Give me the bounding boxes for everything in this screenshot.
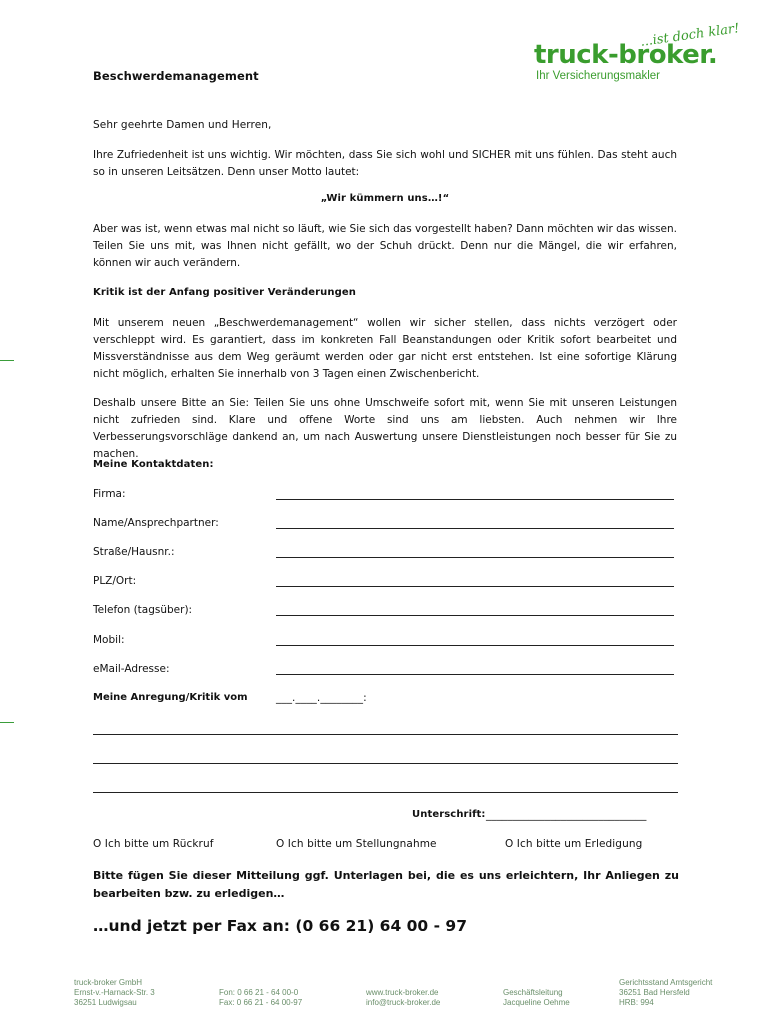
footer-web [366, 988, 440, 1008]
field-label-company: Firma: [93, 488, 126, 500]
feedback-date-field[interactable]: ___.____.________: [276, 692, 367, 704]
closing-note: Bitte fügen Sie dieser Mitteilung ggf. Unterlagen bei, die es uns erleichtern, Ihr Anliegen zu bearbeiten bzw. zu erledigen… [93, 869, 679, 900]
fold-mark-top [0, 360, 14, 361]
field-label-mobile: Mobil: [93, 634, 125, 646]
contact-heading: Meine Kontaktdaten: [93, 459, 214, 470]
field-line-mobile[interactable] [276, 644, 674, 646]
field-line-company[interactable] [276, 498, 674, 500]
footer-management-name: Jacqueline Oehme [503, 998, 570, 1007]
feedback-label: Meine Anregung/Kritik vom [93, 692, 248, 703]
footer-management [503, 988, 570, 1008]
field-line-email[interactable] [276, 673, 674, 675]
comment-line-1[interactable] [93, 733, 678, 735]
footer-court-city: 36251 Bad Hersfeld [619, 988, 690, 997]
footer-management-label: Geschäftsleitung [503, 988, 563, 997]
footer-phone [219, 988, 302, 1008]
comment-line-3[interactable] [93, 791, 678, 793]
page-title: Beschwerdemanagement [93, 69, 259, 83]
section-heading-criticism: Kritik ist der Anfang positiver Veränderungen [93, 287, 356, 298]
field-line-name[interactable] [276, 527, 674, 529]
footer-fax: Fax: 0 66 21 - 64 00-97 [219, 998, 303, 1007]
footer-website-link[interactable]: www.truck-broker.de [366, 988, 439, 997]
field-label-name: Name/Ansprechpartner: [93, 517, 219, 529]
field-label-email: eMail-Adresse: [93, 663, 170, 675]
logo-tagline: ...ist doch klar! [639, 21, 741, 50]
footer-court-label: Gerichtsstand Amtsgericht [619, 978, 713, 987]
field-label-zip-city: PLZ/Ort: [93, 575, 137, 587]
footer-fon: Fon: 0 66 21 - 64 00-0 [219, 988, 299, 997]
section-paragraph-1: Mit unserem neuen „Beschwerdemanagement“ wollen wir sicher stellen, dass nichts verzögert oder verschleppt wird. Es garantiert, dass im konkreten Fall Beanstandungen oder Kritik sofort bearbeitet und Missverständnisse aus dem Weg geräumt werden oder gar nicht erst entstehen. Ist eine sofortige Klärung nicht möglich, erhalten Sie innerhalb von 3 Tagen einen Zwischenbericht. [93, 317, 677, 380]
fax-line: …und jetzt per Fax an: (0 66 21) 64 00 - 97 [93, 917, 468, 935]
footer-email-link[interactable]: info@truck-broker.de [366, 998, 441, 1007]
footer-company-name: truck-broker GmbH [74, 978, 143, 987]
section-paragraph-2: Deshalb unsere Bitte an Sie: Teilen Sie uns ohne Umschweife sofort mit, wenn Sie mit unseren Leistungen nicht zufrieden sind. Klare und offene Worte sind uns am liebsten. Auch nehmen wir Ihre Verbesserungsvorschläge dankend an, um nach Auswertung unsere Dienstleistungen noch besser für Sie zu machen. [93, 397, 677, 460]
motto: „Wir kümmern uns…!“ [320, 193, 450, 204]
footer-company-city: 36251 Ludwigsau [74, 998, 137, 1007]
comment-line-2[interactable] [93, 762, 678, 764]
company-logo: truck-broker. [534, 40, 718, 70]
signature-label: Unterschrift: [412, 809, 486, 820]
intro-paragraph-1: Ihre Zufriedenheit ist uns wichtig. Wir möchten, dass Sie sich wohl und SICHER mit uns fühlen. Das steht auch so in unseren Leitsätzen. Denn unser Motto lautet: [93, 149, 677, 178]
footer-hrb: HRB: 994 [619, 998, 654, 1007]
signature-line[interactable]: ______________________________ [486, 809, 647, 821]
field-label-phone: Telefon (tagsüber): [93, 604, 193, 616]
footer-company [74, 978, 155, 1008]
field-line-phone[interactable] [276, 614, 674, 616]
footer-court [619, 978, 712, 1008]
intro-paragraph-2: Aber was ist, wenn etwas mal nicht so läuft, wie Sie sich das vorgestellt haben? Dann möchten wir das wissen. Teilen Sie uns mit, was Ihnen nicht gefällt, wo der Schuh drückt. Denn nur die Mängel, die wir erfahren, können wir auch verändern. [93, 223, 677, 269]
field-line-street[interactable] [276, 556, 674, 558]
field-label-street: Straße/Hausnr.: [93, 546, 175, 558]
fold-mark-bottom [0, 722, 14, 723]
greeting: Sehr geehrte Damen und Herren, [93, 119, 272, 131]
footer-company-street: Ernst-v.-Harnack-Str. 3 [74, 988, 155, 997]
option-completion[interactable]: O Ich bitte um Erledigung [505, 838, 643, 850]
option-callback[interactable]: O Ich bitte um Rückruf [93, 838, 214, 850]
option-statement[interactable]: O Ich bitte um Stellungnahme [276, 838, 437, 850]
logo-subtitle: Ihr Versicherungsmakler [536, 70, 660, 82]
field-line-zip-city[interactable] [276, 585, 674, 587]
